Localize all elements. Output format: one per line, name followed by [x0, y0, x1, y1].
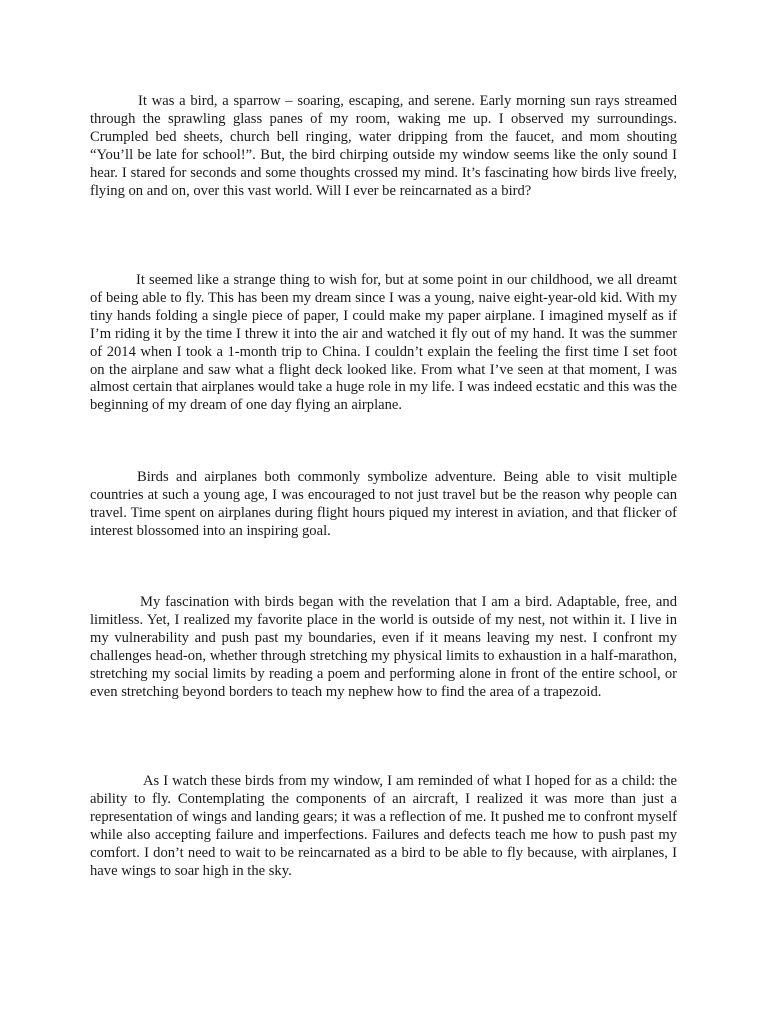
paragraph-3: Birds and airplanes both commonly symbolize adventure. Being able to visit multiple countries at such a young age, I was encouraged to not just travel but be the reason why people can travel. Time spent on airplanes during flight hours piqued my interest in aviation, and that flicker of interest blossomed into an inspiring goal. [90, 469, 677, 539]
paragraph-5: As I watch these birds from my window, I am reminded of what I hoped for as a child: the ability to fly. Contemplating the components of an aircraft, I realized it was more than just a representation of wings and landing gears; it was a reflection of me. It pushed me to confront myself while also accepting failure and imperfections. Failures and defects teach me how to push past my comfort. I don’t need to wait to be reincarnated as a bird to be able to fly because, with airplanes, I have wings to soar high in the sky. [90, 773, 677, 879]
paragraph-4: My fascination with birds began with the revelation that I am a bird. Adaptable, free, and limitless. Yet, I realized my favorite place in the world is outside of my nest, not within it. I live in my vulnerability and push past my boundaries, even if it means leaving my nest. I confront my challenges head-on, whether through stretching my physical limits to exhaustion in a half-marathon, stretching my social limits by reading a poem and performing alone in front of the entire school, or even stretching beyond borders to teach my nephew how to find the area of a trapezoid. [90, 594, 677, 700]
paragraph-1: It was a bird, a sparrow – soaring, escaping, and serene. Early morning sun rays streamed through the sprawling glass panes of my room, waking me up. I observed my surroundings. Crumpled bed sheets, church bell ringing, water dripping from the faucet, and mom shouting “You’ll be late for school!”. But, the bird chirping outside my window seems like the only sound I hear. I stared for seconds and some thoughts crossed my mind. It’s fascinating how birds live freely, flying on and on, over this vast world. Will I ever be reincarnated as a bird? [90, 93, 677, 199]
paragraph-2: It seemed like a strange thing to wish for, but at some point in our childhood, we all dreamt of being able to fly. This has been my dream since I was a young, naive eight-year-old kid. With my tiny hands folding a single piece of paper, I could make my paper airplane. I imagined myself as if I’m riding it by the time I threw it into the air and watched it fly out of my hand. It was the summer of 2014 when I took a 1-month trip to China. I couldn’t explain the feeling the first time I set foot on the airplane and saw what a flight deck looked like. From what I’ve seen at that moment, I was almost certain that airplanes would take a huge role in my life. I was indeed ecstatic and this was the beginning of my dream of one day flying an airplane. [90, 272, 677, 414]
